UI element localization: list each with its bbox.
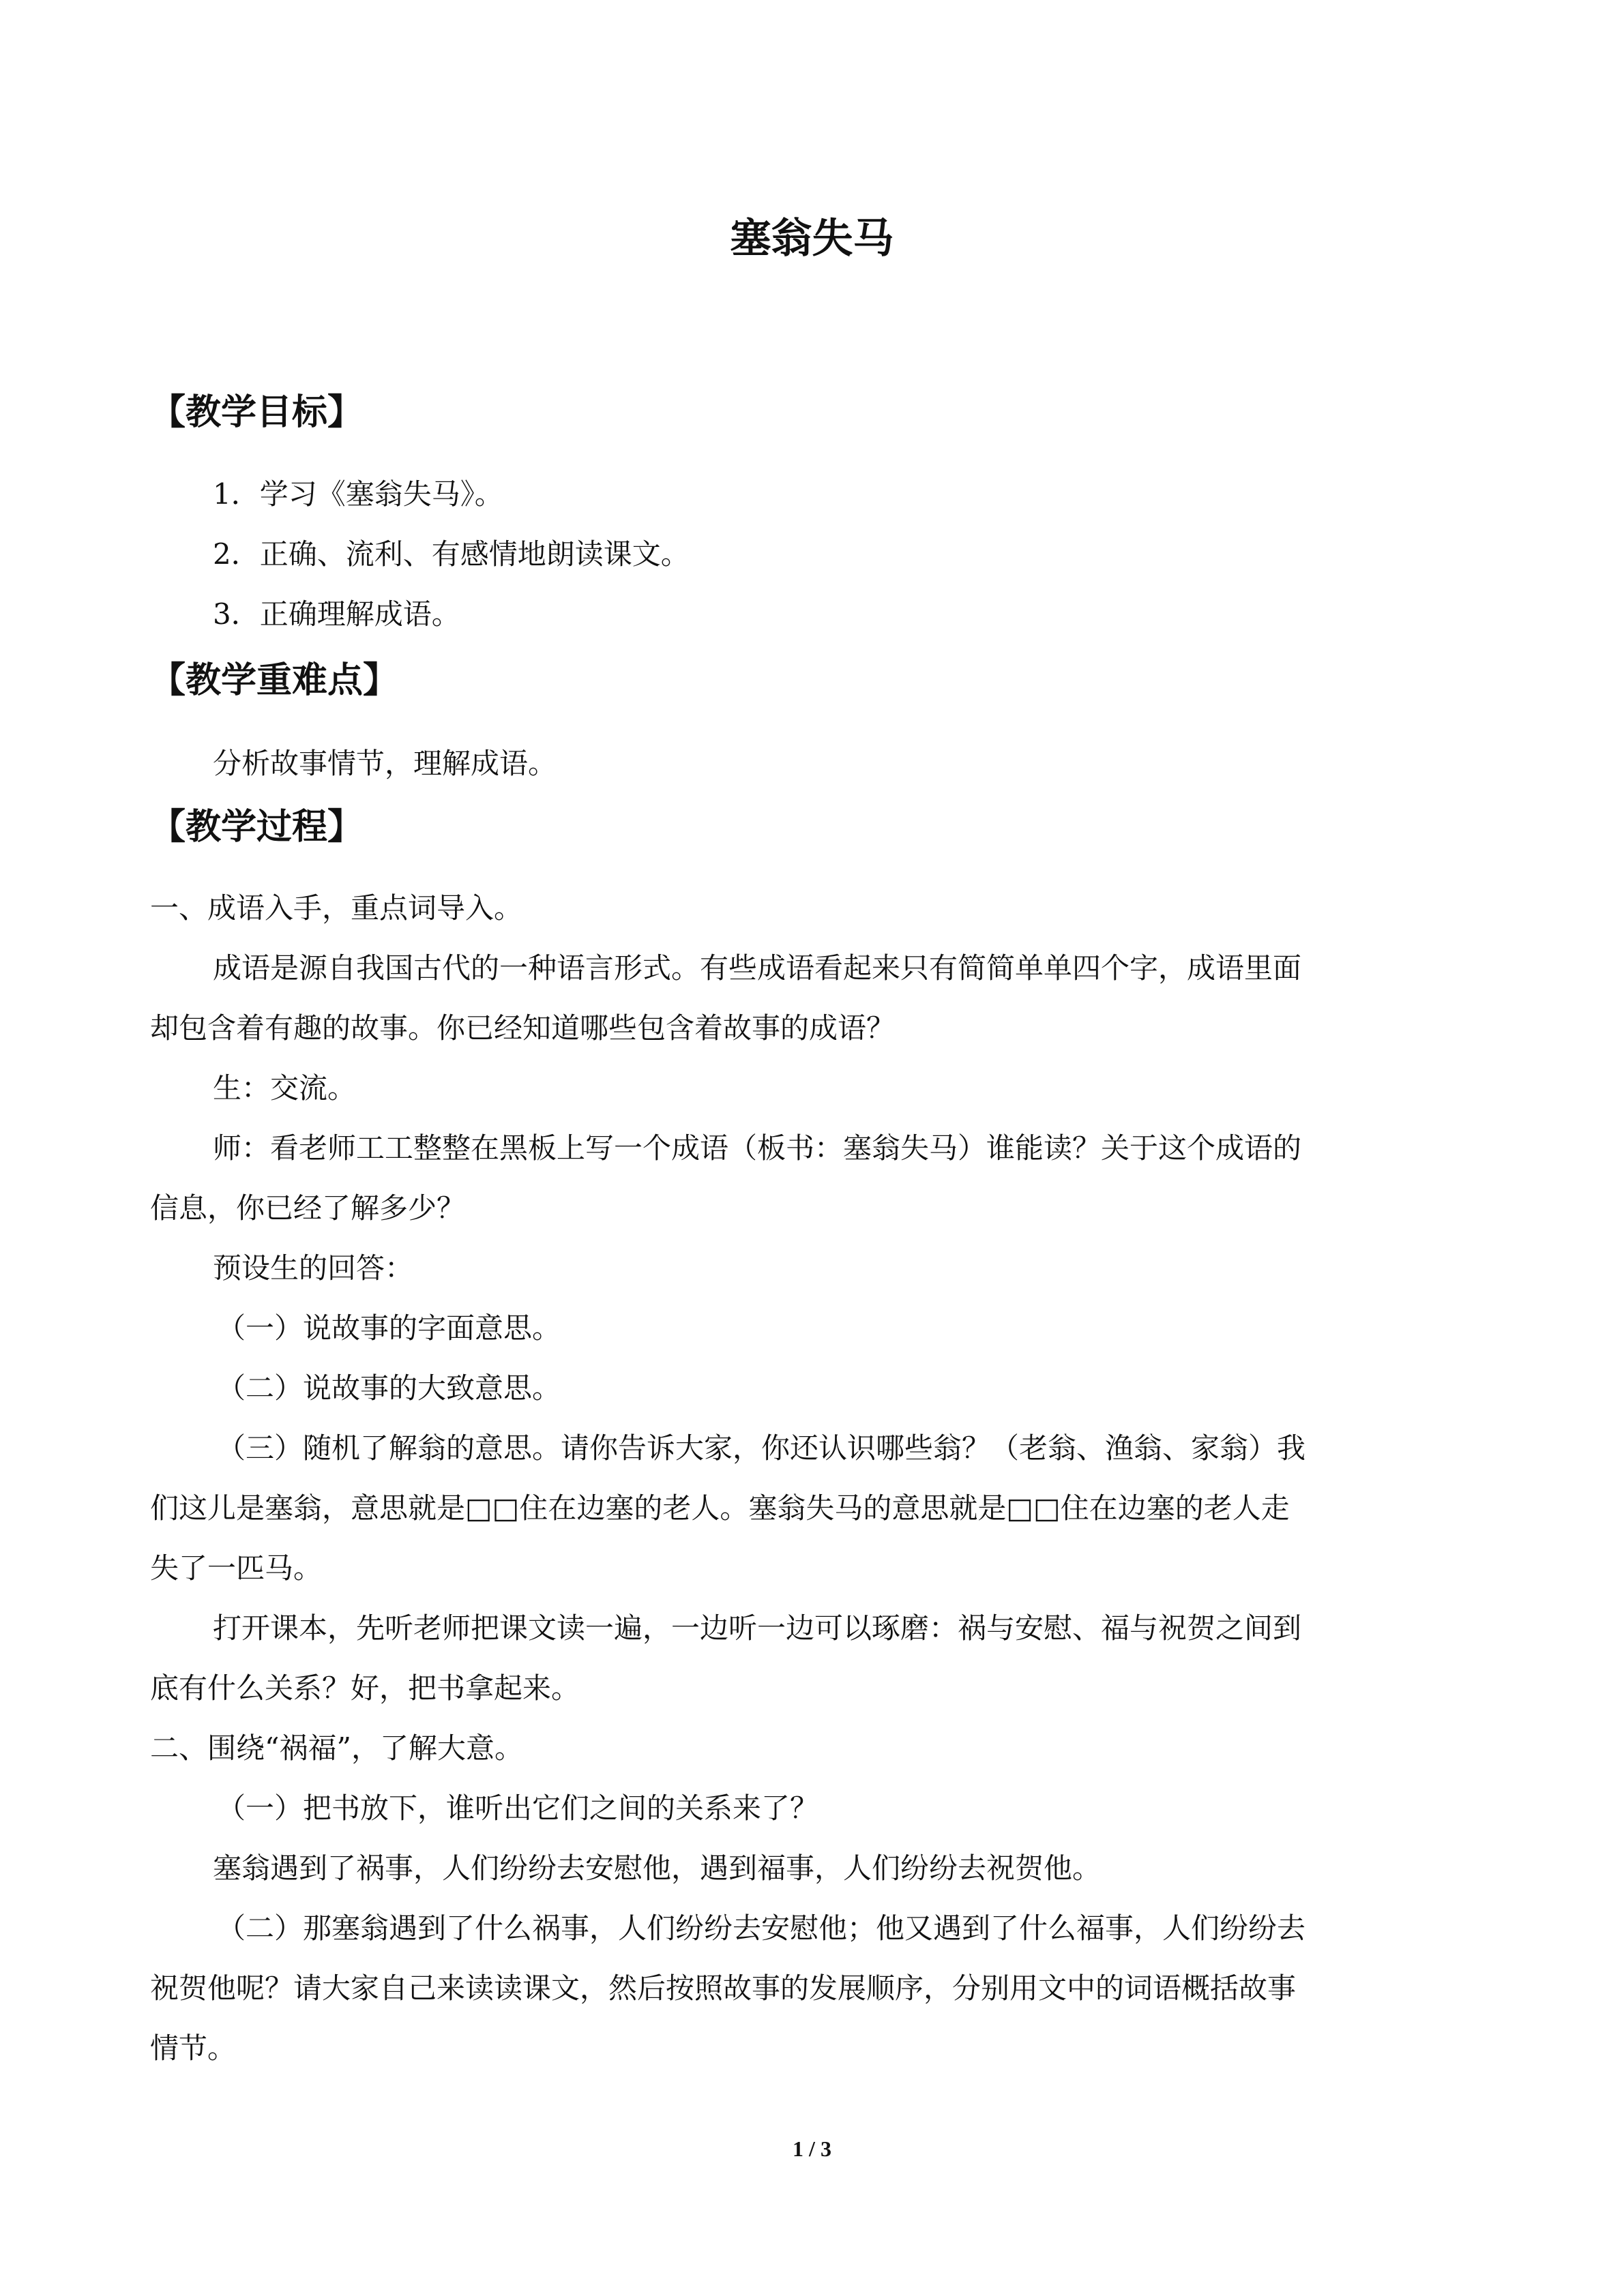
heading-key-points: 【教学重难点】 <box>150 660 399 701</box>
heading-objectives: 【教学目标】 <box>150 392 364 433</box>
paragraph-line: 失了一匹马。 <box>150 1551 323 1585</box>
page-number: 1 / 3 <box>793 2136 831 2161</box>
paragraph-line: 预设生的回答： <box>213 1251 414 1285</box>
paragraph-line: 打开课本，先听老师把课文读一遍，一边听一边可以琢磨：祸与安慰、福与祝贺之间到 <box>213 1611 1302 1645</box>
list-item: （一）说故事的字面意思。 <box>217 1311 561 1345</box>
list-item: （一）把书放下，谁听出它们之间的关系来了？ <box>217 1791 819 1825</box>
list-item: （二）那塞翁遇到了什么祸事，人们纷纷去安慰他；他又遇到了什么福事，人们纷纷去 <box>217 1911 1306 1945</box>
objective-item: 1．学习《塞翁失马》。 <box>213 477 503 511</box>
paragraph-line: 信息，你已经了解多少？ <box>150 1191 466 1225</box>
paragraph-line: 塞翁遇到了祸事，人们纷纷去安慰他，遇到福事，人们纷纷去祝贺他。 <box>213 1851 1102 1885</box>
paragraph-line: 们这儿是塞翁，意思就是□□住在边塞的老人。塞翁失马的意思就是□□住在边塞的老人走 <box>150 1491 1290 1525</box>
paragraph-line: 成语是源自我国古代的一种语言形式。有些成语看起来只有简简单单四个字，成语里面 <box>213 951 1302 985</box>
heading-process: 【教学过程】 <box>150 807 364 848</box>
paragraph-line: 却包含着有趣的故事。你已经知道哪些包含着故事的成语？ <box>150 1011 896 1045</box>
objective-item: 2．正确、流利、有感情地朗读课文。 <box>213 537 690 571</box>
key-points-text: 分析故事情节，理解成语。 <box>213 747 557 780</box>
paragraph-line: 底有什么关系？好，把书拿起来。 <box>150 1671 580 1705</box>
list-item: （三）随机了解翁的意思。请你告诉大家，你还认识哪些翁？（老翁、渔翁、家翁）我 <box>217 1431 1306 1465</box>
section-heading: 二、围绕“祸福”，了解大意。 <box>150 1731 523 1765</box>
list-item: （二）说故事的大致意思。 <box>217 1371 561 1405</box>
paragraph-line: 生：交流。 <box>213 1071 357 1105</box>
objective-item: 3．正确理解成语。 <box>213 597 460 631</box>
paragraph-line: 祝贺他呢？请大家自己来读读课文，然后按照故事的发展顺序，分别用文中的词语概括故事 <box>150 1971 1297 2005</box>
page-title: 塞翁失马 <box>730 215 894 263</box>
paragraph-line: 师：看老师工工整整在黑板上写一个成语（板书：塞翁失马）谁能读？关于这个成语的 <box>213 1131 1302 1165</box>
section-heading: 一、成语入手，重点词导入。 <box>150 891 523 925</box>
paragraph-line: 情节。 <box>150 2031 237 2065</box>
